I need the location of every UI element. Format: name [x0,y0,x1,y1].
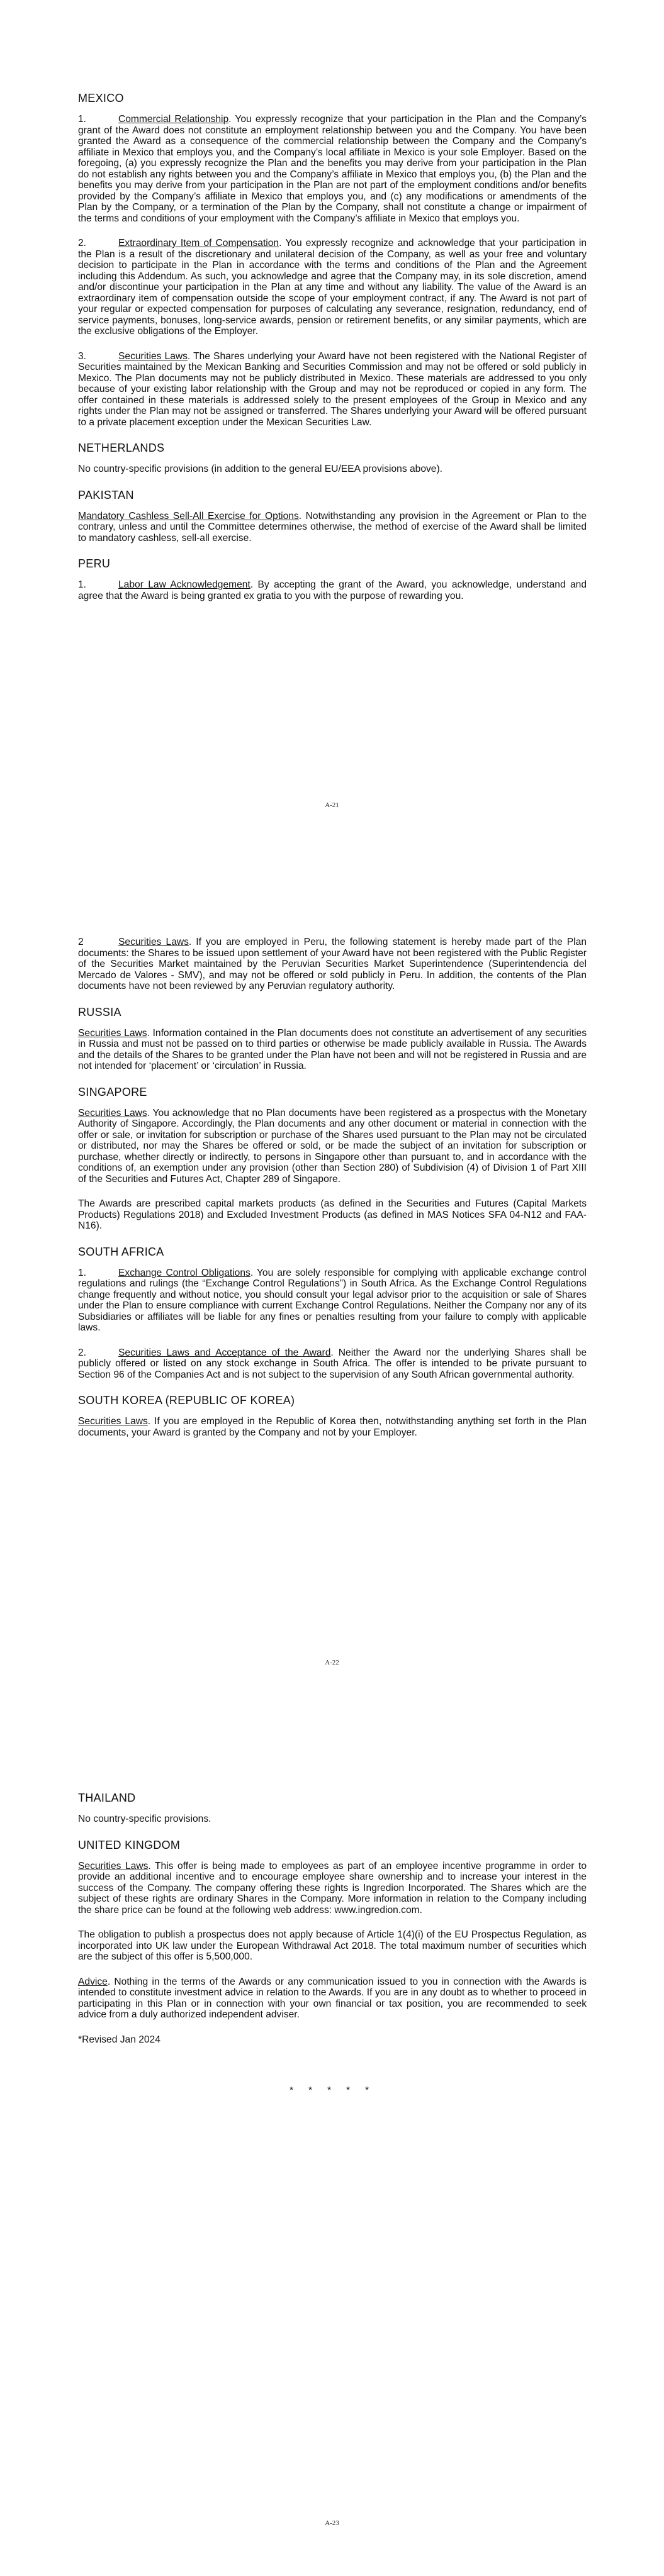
singapore-paragraph-2: The Awards are prescribed capital markets products (as defined in the Securities and Futures (Capital Markets Products) Regulations 2018) and Excluded Investment Products (as defined in MAS Notices SFA 04-N12 and FAA-N16). [78,1198,587,1231]
page-a21 [0,0,664,859]
clause-title: Securities Laws [78,1107,147,1118]
clause-title: Securities Laws and Acceptance of the Award [118,1347,331,1358]
singapore-paragraph-1 [78,1108,587,1185]
clause-text: . Notwithstanding any provision in the Agreement or Plan to the contrary, unless and until the Committee determines otherwise, the method of exercise of the Award shall be limited to mandatory cashless, sell-all exercise. [78,510,587,544]
page-content [78,937,587,1452]
section-heading-peru: PERU [78,557,111,570]
page-content [78,1792,587,2095]
russia-paragraph [78,1028,587,1072]
clause-text: . Nothing in the terms of the Awards or any communication issued to you in connection with the Awards is intended to constitute investment advice in relation to the Awards. If you are in any doubt as to whether to proceed in participating in this Plan or in connection with your own financial or tax position, you are recommended to seek advice from a duly authorized independent adviser. [78,1976,587,2020]
uk-paragraph-2: The obligation to publish a prospectus does not apply because of Article 1(4)(i) of the EU Prospectus Regulation, as incorporated into UK law under the European Withdrawal Act 2018. The total maximum number of securities which are the subject of this offer is 5,500,000. [78,1929,587,1962]
clause-text: . You expressly recognize and acknowledge that your participation in the Plan is a result of the discretionary and unilateral decision of the Company, as well as your free and voluntary decision to participate in the Plan in accordance with the terms and conditions of the Plan and the Agreement including this Addendum. As such, you acknowledge and agree that the Company may, in its sole discretion, amend and/or discontinue your participation in the Plan at any time and without any liability. The value of the Award is an extraordinary item of compensation outside the scope of your employment contract, if any. The Award is not part of your regular or expected compensation for purposes of calculating any severance, resignation, redundancy, end of service payments, bonuses, long-service awards, pension or retirement benefits, or any similar payments, which are the exclusive obligations of the Employer. [78,238,587,337]
clause-number: 2. [78,238,87,248]
clause-text: . The Shares underlying your Award have not been registered with the National Register of Securities maintained by the Mexican Banking and Securities Commission and may not be offered or sold publicly in Mexico. The Plan documents may not be publicly distributed in Mexico. These materials are addressed to you only because of your existing labor relationship with the Group and may not be reproduced or copied in any form. The offer contained in these materials is addressed solely to the present employees of the Group in Mexico and any rights under the Plan may not be assigned or transferred. The Shares underlying your Award will be offered pursuant to a private placement exception under the Mexican Securities Law. [78,350,587,428]
mexico-paragraph-3 [78,351,587,428]
section-heading-thailand: THAILAND [78,1792,136,1804]
clause-title: Securities Laws [118,350,188,362]
clause-title: Securities Laws [118,937,189,947]
peru-paragraph-1 [78,579,587,601]
clause-text: . If you are employed in Peru, the following statement is hereby made part of the Plan documents: the Shares to be issued upon settlement of your Award have not been registered with the Public Register of the Securities Market maintained by the Peruvian Securities Market Superintendence (Superintendencia del Mercado de Valores - SMV), and may not be offered or sold publicly in Peru. In addition, the contents of the Plan documents have not been reviewed by any Peruvian regulatory authority. [78,937,587,991]
uk-paragraph-1 [78,1861,587,1916]
section-heading-russia: RUSSIA [78,1005,121,1018]
revised-note: *Revised Jan 2024 [78,2034,160,2045]
page-content [78,92,587,615]
clause-text: . You expressly recognize that your participation in the Plan and the Company’s grant of the Award does not constitute an employment relationship between you and the Company. You have been granted the Award as a consequence of the commercial relationship between the Company and the Company’s affiliate in Mexico that employs you, and the Company’s local affiliate in Mexico is your sole Employer. Based on the foregoing, (a) you expressly recognize the Plan and the benefits you may derive from your participation in the Plan do not establish any rights between you and the Company’s affiliate in Mexico that employs you, (b) the Plan and the benefits you may derive from your participation in the Plan are not part of the employment conditions and/or benefits provided by the Company’s affiliate in Mexico that employs you, and (c) any modifications or amendments of the Plan by the Company, or a termination of the Plan by the Company, shall not constitute a change or impairment of the terms and conditions of your employment with the Company’s affiliate in Mexico that employs you. [78,114,587,224]
clause-number: 1. [78,114,87,125]
clause-title: Securities Laws [78,1027,147,1039]
page-a22 [0,859,664,1717]
end-of-document-stars: * * * * * [290,2084,375,2095]
clause-number: 1. [78,1267,87,1278]
clause-title: Labor Law Acknowledgement [118,579,250,590]
peru-paragraph-2 [78,937,587,992]
page-a23 [0,1717,664,2576]
clause-title: Commercial Relationship [118,114,229,125]
pakistan-paragraph [78,511,587,544]
clause-text: . By accepting the grant of the Award, you acknowledge, understand and agree that the Award is being granted ex gratia to you with the purpose of rewarding you. [78,579,587,601]
thailand-paragraph: No country-specific provisions. [78,1814,211,1824]
clause-number: 2 [78,937,84,947]
clause-number: 1. [78,579,87,590]
clause-number: 2. [78,1347,87,1358]
netherlands-paragraph: No country-specific provisions (in addition to the general EU/EEA provisions above). [78,464,442,474]
south-africa-paragraph-1 [78,1268,587,1334]
clause-text: . Information contained in the Plan documents does not constitute an advertisement of any securities in Russia and must not be passed on to third parties or otherwise be made publicly available in Russia. The Awards and the details of the Shares to be granted under the Plan have not been and will not be registered in Russia and are not intended for ‘placement’ or ‘circulation’ in Russia. [78,1027,587,1071]
clause-title: Exchange Control Obligations [118,1267,250,1278]
clause-text: . You acknowledge that no Plan documents have been registered as a prospectus with the Monetary Authority of Singapore. Accordingly, the Plan documents and any other document or material in connection with the offer or sale, or invitation for subscription or purchase of the Shares used pursuant to the Plan may not be circulated or distributed, nor may the Shares be offered or sold, or be made the subject of an invitation for subscription or purchase, whether directly or indirectly, to persons in Singapore other than pursuant to, and in accordance with the conditions of, an exemption under any provision (other than Section 280) of Subdivision (4) of Division 1 of Part XIII of the Securities and Futures Act, Chapter 289 of Singapore. [78,1107,587,1185]
page-number: A-21 [325,801,339,809]
clause-text: . This offer is being made to employees as part of an employee incentive programme in order to provide an additional incentive and to encourage employee share ownership and to increase your interest in the success of the Company. The company offering these rights is Ingredion Incorporated. The Shares which are the subject of these rights are ordinary Shares in the Company. More information in relation to the Company including the share price can be found at the following web address: www.ingredion.com. [78,1860,587,1915]
section-heading-mexico: MEXICO [78,92,124,104]
section-heading-south-korea: SOUTH KOREA (REPUBLIC OF KOREA) [78,1394,295,1407]
clause-title: Mandatory Cashless Sell-All Exercise for Options [78,510,299,521]
clause-number: 3. [78,350,87,362]
uk-paragraph-3 [78,1977,587,2021]
section-heading-netherlands: NETHERLANDS [78,442,165,454]
clause-title: Securities Laws [78,1860,149,1871]
clause-text: . If you are employed in the Republic of Korea then, notwithstanding anything set forth in the Plan documents, your Award is granted by the Company and not by your Employer. [78,1416,587,1438]
clause-text: . You are solely responsible for complying with applicable exchange control regulations and rulings (the “Exchange Control Regulations”) in South Africa. As the Exchange Control Regulations change frequently and without notice, you should consult your legal advisor prior to the acquisition or sale of Shares under the Plan to ensure compliance with current Exchange Control Regulations. Neither the Company nor any of its Subsidiaries or affiliates will be liable for any fines or penalties resulting from your failure to comply with applicable laws. [78,1267,587,1333]
south-africa-paragraph-2 [78,1347,587,1381]
clause-title: Securities Laws [78,1416,148,1427]
mexico-paragraph-2 [78,238,587,337]
section-heading-singapore: SINGAPORE [78,1085,147,1098]
section-heading-south-africa: SOUTH AFRICA [78,1245,164,1258]
clause-text: . Neither the Award nor the underlying Shares shall be publicly offered or listed on any stock exchange in South Africa. The offer is intended to be private pursuant to Section 96 of the Companies Act and is not subject to the supervision of any South African governmental authority. [78,1347,587,1380]
page-number: A-22 [325,1659,339,1666]
section-heading-pakistan: PAKISTAN [78,488,134,501]
section-heading-united-kingdom: UNITED KINGDOM [78,1838,181,1851]
page-number: A-23 [325,2519,339,2527]
south-korea-paragraph [78,1416,587,1438]
clause-title: Extraordinary Item of Compensation [118,238,279,248]
clause-title: Advice [78,1976,108,1987]
mexico-paragraph-1 [78,114,587,224]
